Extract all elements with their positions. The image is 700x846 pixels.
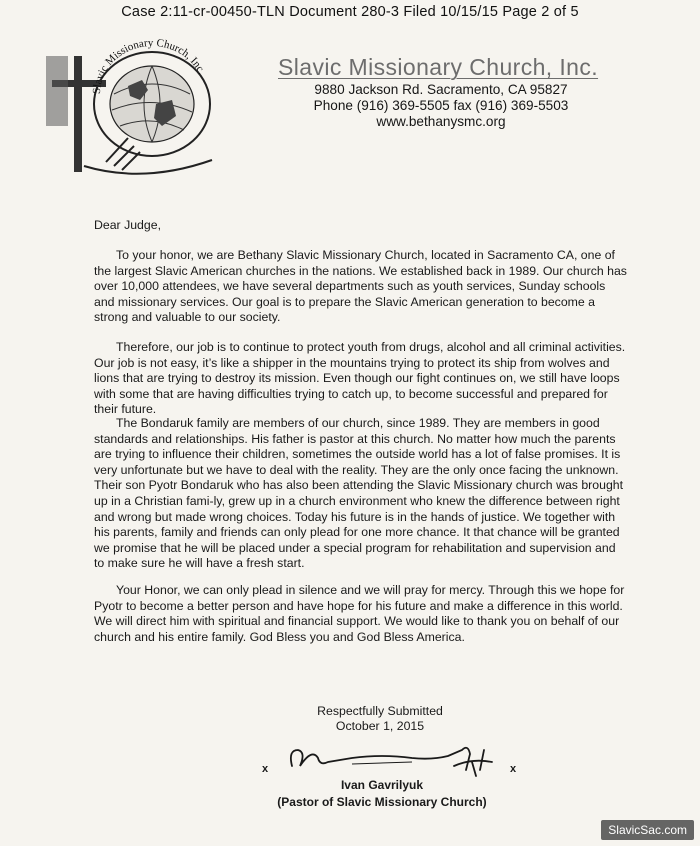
signature-mark-right: x — [510, 763, 517, 775]
paragraph-4 — [94, 583, 629, 645]
paragraph-2-text: Therefore, our job is to continue to protect youth from drugs, alcohol and all criminal activities. Our job is not easy, it’s like a shipper in the mountains trying to protect its ship from wolves and lions that are trying to destroy its mission. Even though our fight continues on, we still have loops with some that are having difficulties trying to catch up, to become successful and prepared for their future. — [94, 340, 626, 417]
paragraph-3 — [94, 416, 629, 572]
signer-name: Ivan Gavrilyuk — [340, 778, 424, 792]
paragraph-2 — [94, 340, 629, 418]
org-phone: Phone (916) 369-5505 fax (916) 369-5503 — [313, 98, 569, 113]
watermark: SlavicSac.com — [601, 820, 694, 840]
handwritten-signature — [262, 736, 532, 780]
salutation: Dear Judge, — [94, 218, 161, 232]
org-address: 9880 Jackson Rd. Sacramento, CA 95827 — [314, 82, 568, 97]
org-website: www.bethanysmc.org — [376, 114, 506, 129]
closing: Respectfully Submitted — [317, 704, 443, 718]
signature-mark-left: x — [262, 763, 269, 775]
org-name: Slavic Missionary Church, Inc. — [278, 54, 599, 80]
paragraph-4-text: Your Honor, we can only plead in silence and we will pray for mercy. Through this we hope for Pyotr to become a better person and have hope for his future and make a difference in this world. We will direct him with spiritual and financial support. We would like to thank you on behalf of our church and his entire family. God Bless you and God Bless America. — [94, 583, 625, 644]
case-header: Case 2:11-cr-00450-TLN Document 280-3 Filed 10/15/15 Page 2 of 5 — [121, 4, 579, 20]
letter-date: October 1, 2015 — [335, 719, 425, 733]
paragraph-3-text: The Bondaruk family are members of our church, since 1989. They are members in good standards and relationships. His father is pastor at this church. No matter how much the parents are trying to influence their children, sometimes the outside world has a lot of false promises. It is very unfortunate but we have to deal with the reality. They are the only once facing the unknown. Their son Pyotr Bondaruk who has also been attending the Slavic Missionary church was brought up in a Christian fami-ly, grew up in a church environment who knew the difference between right and wrong but made wrong choices. Today his future is in the hands of justice. We together with his parents, family and friends can only plead for one more chance. It that chance will be granted we promise that he will be placed under a special program for rehabilitation and supervision and to make sure he will have a fresh start. — [94, 416, 624, 571]
church-logo — [44, 34, 224, 184]
paragraph-1 — [94, 248, 629, 326]
signer-title: (Pastor of Slavic Missionary Church) — [277, 795, 487, 809]
paragraph-1-text: To your honor, we are Bethany Slavic Missionary Church, located in Sacramento CA, one of the largest Slavic American churches in the nations. We established back in 1989. Our church has over 10,000 attendees, we have several departments such as youth services, Sunday schools and missionary services. Our goal is to prepare the Slavic American generation to become a strong and valuable to our society. — [94, 248, 627, 325]
logo-text: Slavic Missionary Church, Inc. — [90, 36, 208, 95]
